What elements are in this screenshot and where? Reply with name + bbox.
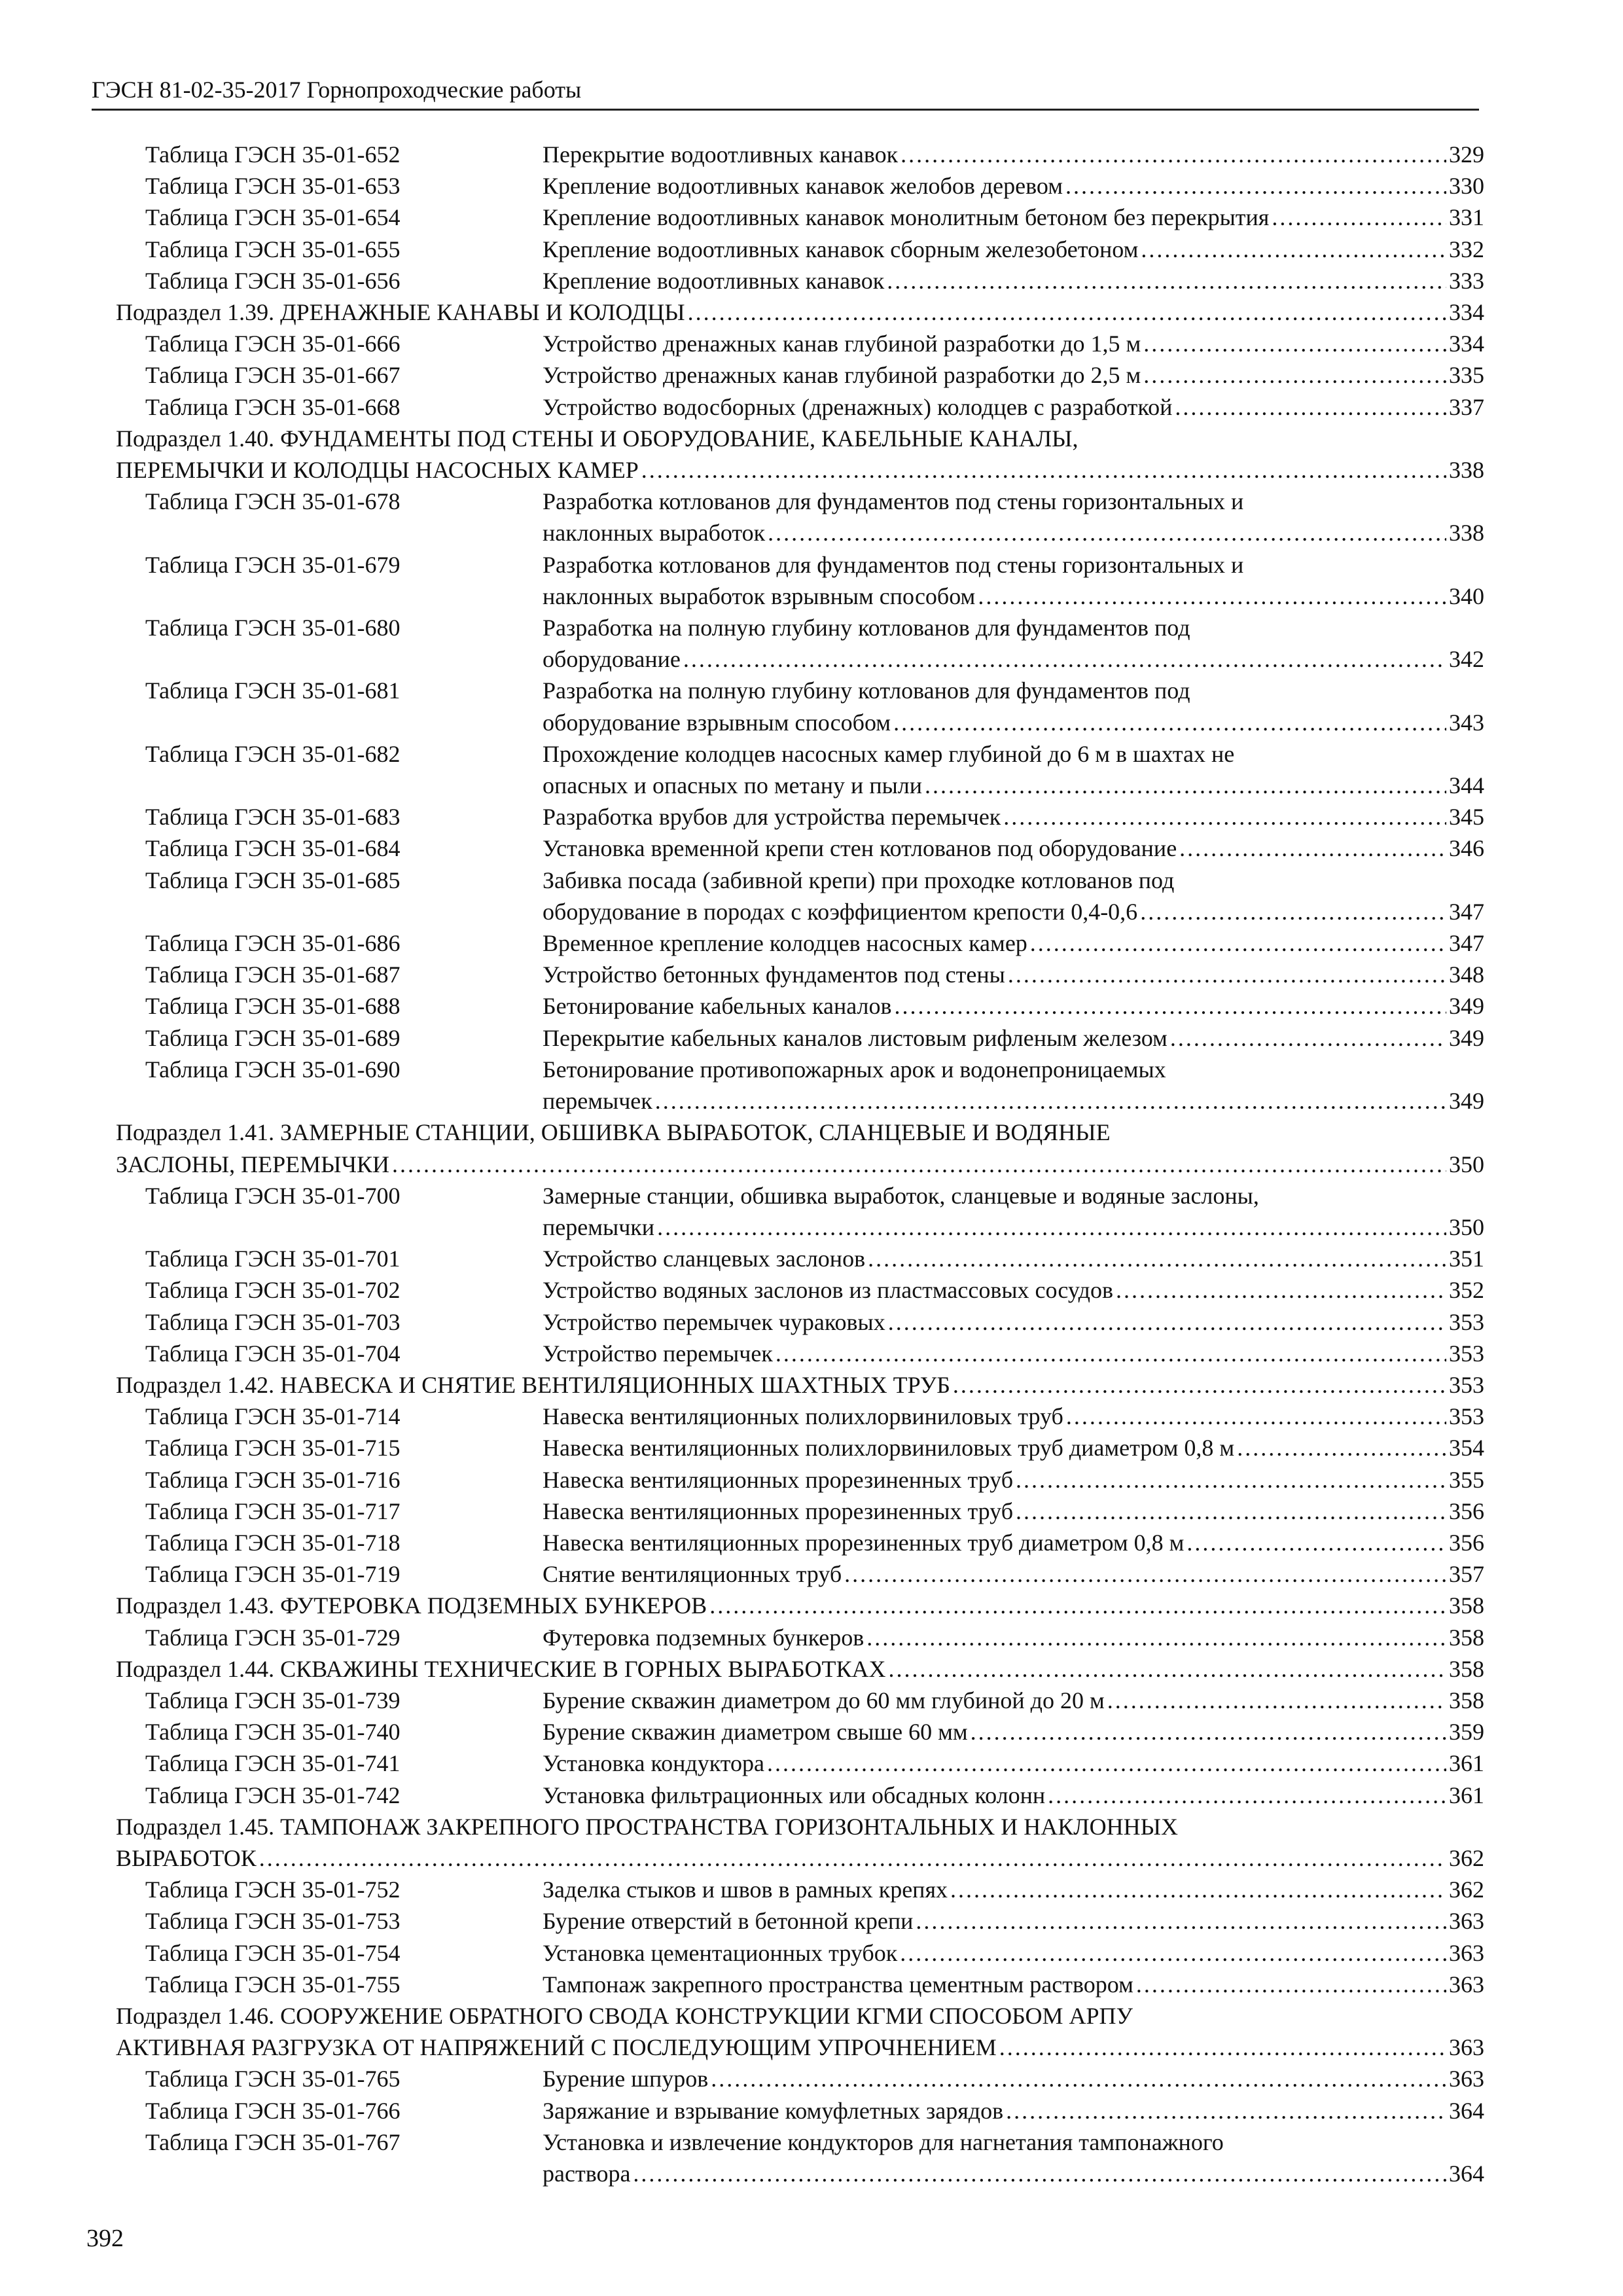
toc-entry-title-line: Навеска вентиляционных полихлорвиниловых труб: [543, 1403, 1063, 1430]
toc-page-number: 338: [1449, 520, 1484, 547]
toc-table-entry[interactable]: [145, 1874, 1484, 1905]
toc-page-number: 329: [1449, 141, 1484, 168]
toc-page-number: 347: [1449, 930, 1484, 957]
toc-entry-title-line: наклонных выработок взрывным способом: [543, 583, 976, 609]
toc-table-code: Таблица ГЭСН 35-01-700: [145, 1182, 401, 1209]
dot-leader: [392, 1149, 1446, 1180]
toc-page-number: 361: [1449, 1750, 1484, 1777]
toc-table-entry[interactable]: [145, 1432, 1484, 1463]
dot-leader: [1116, 1274, 1446, 1306]
dot-leader: [1272, 202, 1446, 233]
toc-page-number: 361: [1449, 1782, 1484, 1808]
toc-table-code: Таблица ГЭСН 35-01-754: [145, 1939, 401, 1966]
toc-page-number: 348: [1449, 961, 1484, 988]
toc-page-number: 333: [1449, 267, 1484, 294]
toc-table-entry[interactable]: [145, 1180, 1484, 1243]
toc-entry-title-line: Крепление водоотливных канавок монолитным бетоном без перекрытия: [543, 204, 1270, 231]
dot-leader: [709, 1590, 1446, 1621]
dot-leader: [900, 1937, 1446, 1969]
toc-table-entry[interactable]: [145, 359, 1484, 391]
toc-page-number: 362: [1449, 1844, 1484, 1871]
toc-table-code: Таблица ГЭСН 35-01-655: [145, 236, 401, 262]
toc-page-number: 358: [1449, 1624, 1484, 1651]
toc-entry-title-line: Устройство перемычек: [543, 1340, 773, 1367]
toc-entry-title-line: Подраздел 1.46. СООРУЖЕНИЕ ОБРАТНОГО СВОДА КОНСТРУКЦИИ КГМИ СПОСОБОМ АРПУ: [116, 2002, 1133, 2029]
toc-table-entry[interactable]: [145, 612, 1484, 675]
toc-table-entry[interactable]: [145, 170, 1484, 202]
toc-table-code: Таблица ГЭСН 35-01-684: [145, 835, 401, 862]
toc-table-entry[interactable]: [145, 833, 1484, 864]
dot-leader: [688, 296, 1446, 328]
toc-section-entry[interactable]: [116, 1653, 1484, 1685]
toc-entry-title-line: Перекрытие водоотливных канавок: [543, 141, 899, 168]
dot-leader: [1143, 359, 1446, 391]
toc-table-entry[interactable]: [145, 202, 1484, 233]
toc-entry-title-line: наклонных выработок: [543, 520, 766, 547]
toc-entry-title-line: Устройство дренажных канав глубиной разработки до 2,5 м: [543, 362, 1141, 389]
toc-page-number: 362: [1449, 1876, 1484, 1903]
toc-table-entry[interactable]: [145, 234, 1484, 265]
dot-leader: [868, 1243, 1446, 1274]
toc-entry-title-line: Навеска вентиляционных прорезиненных труб диаметром 0,8 м: [543, 1529, 1185, 1556]
toc-page-number: 364: [1449, 2097, 1484, 2124]
toc-section-entry[interactable]: [116, 1811, 1484, 1874]
toc-page-number: 363: [1449, 1939, 1484, 1966]
toc-section-entry[interactable]: [116, 296, 1484, 328]
toc-table-entry[interactable]: [145, 675, 1484, 738]
dot-leader: [768, 517, 1446, 548]
toc-table-entry[interactable]: [145, 1243, 1484, 1274]
toc-entry-title-line: Подраздел 1.40. ФУНДАМЕНТЫ ПОД СТЕНЫ И ОБОРУДОВАНИЕ, КАБЕЛЬНЫЕ КАНАЛЫ,: [116, 425, 1079, 452]
toc-page-number: 349: [1449, 1024, 1484, 1051]
toc-entry-title-line: Крепление водоотливных канавок: [543, 267, 885, 294]
toc-entry-title-line: Установка фильтрационных или обсадных колонн: [543, 1782, 1046, 1808]
dot-leader: [1186, 1527, 1446, 1558]
dot-leader: [950, 1874, 1446, 1905]
toc-entry-title-line: Бурение шпуров: [543, 2066, 709, 2092]
toc-section-entry[interactable]: [116, 1590, 1484, 1621]
toc-entry-title-line: ЗАСЛОНЫ, ПЕРЕМЫЧКИ: [116, 1151, 389, 1177]
toc-table-code: Таблица ГЭСН 35-01-718: [145, 1529, 401, 1556]
toc-table-code: Таблица ГЭСН 35-01-688: [145, 993, 401, 1020]
toc-entry-title-line: Подраздел 1.43. ФУТЕРОВКА ПОДЗЕМНЫХ БУНКЕРОВ: [116, 1592, 707, 1619]
toc-page-number: 349: [1449, 1088, 1484, 1115]
toc-table-entry[interactable]: [145, 738, 1484, 801]
dot-leader: [1107, 1685, 1446, 1716]
dot-leader: [1008, 959, 1446, 990]
dot-leader: [901, 139, 1446, 170]
toc-entry-title-line: Заряжание и взрывание комуфлетных зарядов: [543, 2097, 1004, 2124]
toc-page-number: 357: [1449, 1561, 1484, 1588]
toc-entry-title-line: Навеска вентиляционных прорезиненных труб: [543, 1498, 1014, 1524]
toc-entry-title-line: Бурение скважин диаметром до 60 мм глубиной до 20 м: [543, 1687, 1105, 1713]
toc-entry-title-line: Установка цементационных трубок: [543, 1939, 898, 1966]
toc-entry-title-line: Крепление водоотливных канавок желобов деревом: [543, 173, 1063, 200]
toc-table-code: Таблица ГЭСН 35-01-740: [145, 1719, 401, 1746]
dot-leader: [978, 581, 1446, 612]
toc-table-entry[interactable]: [145, 2095, 1484, 2126]
toc-page-number: 345: [1449, 804, 1484, 831]
toc-page-number: 363: [1449, 1971, 1484, 1998]
toc-table-code: Таблица ГЭСН 35-01-717: [145, 1498, 401, 1524]
dot-leader: [925, 770, 1446, 801]
toc-page-number: 330: [1449, 173, 1484, 200]
toc-entry-title-line: ВЫРАБОТОК: [116, 1844, 257, 1871]
dot-leader: [844, 1558, 1446, 1590]
toc-table-entry[interactable]: [145, 139, 1484, 170]
toc-page-number: 353: [1449, 1308, 1484, 1335]
toc-table-code: Таблица ГЭСН 35-01-653: [145, 173, 401, 200]
toc-section-entry[interactable]: [116, 423, 1484, 486]
toc-entry-title-line: оборудование: [543, 646, 681, 673]
toc-table-code: Таблица ГЭСН 35-01-766: [145, 2097, 401, 2124]
toc-entry-title-line: Установка кондуктора: [543, 1750, 764, 1777]
toc-page-number: 349: [1449, 993, 1484, 1020]
toc-table-code: Таблица ГЭСН 35-01-680: [145, 615, 401, 641]
toc-table-code: Таблица ГЭСН 35-01-767: [145, 2128, 401, 2155]
toc-page-number: 356: [1449, 1529, 1484, 1556]
dot-leader: [683, 643, 1446, 675]
toc-table-entry[interactable]: [145, 927, 1484, 959]
toc-entry-title-line: Установка и извлечение кондукторов для нагнетания тампонажного: [543, 2128, 1224, 2155]
toc-table-code: Таблица ГЭСН 35-01-765: [145, 2066, 401, 2092]
toc-entry-title-line: Бетонирование кабельных каналов: [543, 993, 892, 1020]
dot-leader: [1170, 1022, 1446, 1054]
toc-table-code: Таблица ГЭСН 35-01-666: [145, 331, 401, 357]
toc-section-entry[interactable]: [116, 1117, 1484, 1179]
toc-entry-title-line: оборудование в породах с коэффициентом крепости 0,4-0,6: [543, 898, 1138, 925]
toc-entry-title-line: Подраздел 1.41. ЗАМЕРНЫЕ СТАНЦИИ, ОБШИВКА ВЫРАБОТОК, СЛАНЦЕВЫЕ И ВОДЯНЫЕ: [116, 1119, 1111, 1146]
toc-table-entry[interactable]: [145, 1969, 1484, 2000]
toc-entry-title-line: Подраздел 1.44. СКВАЖИНЫ ТЕХНИЧЕСКИЕ В ГОРНЫХ ВЫРАБОТКАХ: [116, 1655, 886, 1682]
toc-table-entry[interactable]: [145, 2126, 1484, 2189]
dot-leader: [887, 265, 1446, 296]
toc-entry-title-line: ПЕРЕМЫЧКИ И КОЛОДЦЫ НАСОСНЫХ КАМЕР: [116, 457, 639, 484]
toc-table-entry[interactable]: [145, 990, 1484, 1022]
toc-table-code: Таблица ГЭСН 35-01-681: [145, 677, 401, 704]
toc-table-code: Таблица ГЭСН 35-01-683: [145, 804, 401, 831]
dot-leader: [888, 1306, 1446, 1338]
toc-page-number: 351: [1449, 1246, 1484, 1272]
toc-page-number: 356: [1449, 1498, 1484, 1524]
dot-leader: [259, 1842, 1446, 1874]
toc-table-entry[interactable]: [145, 1464, 1484, 1496]
toc-entry-title-line: Навеска вентиляционных полихлорвиниловых труб диаметром 0,8 м: [543, 1435, 1235, 1462]
dot-leader: [894, 990, 1446, 1022]
toc-page-number: 344: [1449, 772, 1484, 799]
toc-page-number: 353: [1449, 1340, 1484, 1367]
toc-page-number: 359: [1449, 1719, 1484, 1746]
dot-leader: [1143, 328, 1446, 359]
dot-leader: [1003, 801, 1446, 833]
page-number: 392: [86, 2225, 124, 2252]
toc-entry-title-line: Прохождение колодцев насосных камер глубиной до 6 м в шахтах не: [543, 740, 1235, 767]
toc-entry-title-line: Разработка врубов для устройства перемычек: [543, 804, 1001, 831]
toc-entry-title-line: Подраздел 1.45. ТАМПОНАЖ ЗАКРЕПНОГО ПРОСТРАНСТВА ГОРИЗОНТАЛЬНЫХ И НАКЛОННЫХ: [116, 1813, 1179, 1840]
dot-leader: [1141, 234, 1446, 265]
toc-entry-title-line: Подраздел 1.42. НАВЕСКА И СНЯТИЕ ВЕНТИЛЯЦИОННЫХ ШАХТНЫХ ТРУБ: [116, 1371, 950, 1398]
toc-table-code: Таблица ГЭСН 35-01-668: [145, 393, 401, 420]
toc-table-entry[interactable]: [145, 1054, 1484, 1117]
toc-page-number: 332: [1449, 236, 1484, 262]
toc-table-entry[interactable]: [145, 265, 1484, 296]
toc-table-entry[interactable]: [145, 1780, 1484, 1811]
toc-entry-title-line: Разработка котлованов для фундаментов под стены горизонтальных и: [543, 488, 1244, 515]
toc-table-entry[interactable]: [145, 486, 1484, 548]
toc-entry-title-line: Замерные станции, обшивка выработок, сланцевые и водяные заслоны,: [543, 1182, 1259, 1209]
toc-table-entry[interactable]: [145, 391, 1484, 423]
dot-leader: [893, 707, 1446, 738]
toc-table-entry[interactable]: [145, 549, 1484, 612]
dot-leader: [1065, 170, 1446, 202]
toc-table-entry[interactable]: [145, 1558, 1484, 1590]
toc-table-entry[interactable]: [145, 959, 1484, 990]
toc-page-number: 364: [1449, 2161, 1484, 2187]
toc-entry-title-line: раствора: [543, 2161, 631, 2187]
toc-table-entry[interactable]: [145, 328, 1484, 359]
toc-entry-title-line: Устройство водосборных (дренажных) колодцев с разработкой: [543, 393, 1173, 420]
toc-table-code: Таблица ГЭСН 35-01-652: [145, 141, 401, 168]
table-of-contents: [116, 139, 1484, 2189]
dot-leader: [1006, 2095, 1446, 2126]
toc-table-code: Таблица ГЭСН 35-01-716: [145, 1466, 401, 1493]
toc-page-number: 350: [1449, 1151, 1484, 1177]
dot-leader: [1140, 896, 1446, 927]
toc-entry-title-line: Забивка посада (забивной крепи) при проходке котлованов под: [543, 867, 1175, 893]
toc-entry-title-line: Навеска вентиляционных прорезиненных труб: [543, 1466, 1014, 1493]
toc-table-entry[interactable]: [145, 801, 1484, 833]
dot-leader: [1066, 1401, 1446, 1432]
toc-entry-title-line: опасных и опасных по метану и пыли: [543, 772, 923, 799]
toc-table-entry[interactable]: [145, 1338, 1484, 1369]
toc-table-entry[interactable]: [145, 865, 1484, 927]
toc-page-number: 346: [1449, 835, 1484, 862]
toc-table-code: Таблица ГЭСН 35-01-719: [145, 1561, 401, 1588]
toc-entry-title-line: АКТИВНАЯ РАЗГРУЗКА ОТ НАПРЯЖЕНИЙ С ПОСЛЕДУЮЩИМ УПРОЧНЕНИЕМ: [116, 2034, 997, 2061]
toc-table-code: Таблица ГЭСН 35-01-686: [145, 930, 401, 957]
toc-entry-title-line: Подраздел 1.39. ДРЕНАЖНЫЕ КАНАВЫ И КОЛОДЦЫ: [116, 299, 685, 326]
toc-page-number: 350: [1449, 1213, 1484, 1240]
toc-table-entry[interactable]: [145, 1401, 1484, 1432]
toc-entry-title-line: Временное крепление колодцев насосных камер: [543, 930, 1027, 957]
toc-table-entry[interactable]: [145, 1496, 1484, 1527]
toc-table-code: Таблица ГЭСН 35-01-654: [145, 204, 401, 231]
toc-entry-title-line: перемычек: [543, 1088, 652, 1115]
toc-page-number: 343: [1449, 709, 1484, 736]
toc-table-entry[interactable]: [145, 1022, 1484, 1054]
toc-entry-title-line: оборудование взрывным способом: [543, 709, 891, 736]
toc-page-number: 334: [1449, 299, 1484, 326]
running-header: ГЭСН 81-02-35-2017 Горнопроходческие работы: [92, 73, 1479, 111]
toc-table-code: Таблица ГЭСН 35-01-702: [145, 1277, 401, 1304]
toc-page-number: 352: [1449, 1277, 1484, 1304]
toc-page-number: 347: [1449, 898, 1484, 925]
dot-leader: [633, 2158, 1446, 2189]
toc-table-code: Таблица ГЭСН 35-01-656: [145, 267, 401, 294]
toc-page-number: 331: [1449, 204, 1484, 231]
dot-leader: [655, 1085, 1446, 1117]
toc-entry-title-line: Перекрытие кабельных каналов листовым рифленым железом: [543, 1024, 1168, 1051]
toc-page-number: 334: [1449, 331, 1484, 357]
toc-table-entry[interactable]: [145, 1622, 1484, 1653]
toc-page-number: 338: [1449, 457, 1484, 484]
dot-leader: [999, 2032, 1446, 2063]
toc-entry-title-line: Установка временной крепи стен котлованов под оборудование: [543, 835, 1177, 862]
toc-table-code: Таблица ГЭСН 35-01-679: [145, 551, 401, 578]
toc-table-code: Таблица ГЭСН 35-01-701: [145, 1246, 401, 1272]
toc-table-code: Таблица ГЭСН 35-01-729: [145, 1624, 401, 1651]
toc-table-entry[interactable]: [145, 1716, 1484, 1748]
toc-page-number: 353: [1449, 1403, 1484, 1430]
toc-table-code: Таблица ГЭСН 35-01-687: [145, 961, 401, 988]
toc-page-number: 337: [1449, 393, 1484, 420]
toc-table-code: Таблица ГЭСН 35-01-685: [145, 867, 401, 893]
dot-leader: [711, 2063, 1446, 2094]
dot-leader: [1016, 1496, 1446, 1527]
toc-table-code: Таблица ГЭСН 35-01-690: [145, 1056, 401, 1083]
dot-leader: [641, 454, 1446, 486]
toc-table-entry[interactable]: [145, 1937, 1484, 1969]
toc-page-number: 353: [1449, 1371, 1484, 1398]
dot-leader: [953, 1369, 1446, 1401]
toc-page-number: 335: [1449, 362, 1484, 389]
dot-leader: [776, 1338, 1446, 1369]
toc-entry-title-line: Крепление водоотливных канавок сборным железобетоном: [543, 236, 1139, 262]
toc-table-code: Таблица ГЭСН 35-01-715: [145, 1435, 401, 1462]
toc-table-entry[interactable]: [145, 1685, 1484, 1716]
toc-entry-title-line: Разработка на полную глубину котлованов для фундаментов под: [543, 677, 1190, 704]
toc-entry-title-line: Устройство бетонных фундаментов под стены: [543, 961, 1005, 988]
toc-entry-title-line: Разработка на полную глубину котлованов для фундаментов под: [543, 615, 1190, 641]
toc-entry-title-line: Устройство водяных заслонов из пластмассовых сосудов: [543, 1277, 1113, 1304]
toc-entry-title-line: Устройство перемычек чураковых: [543, 1308, 885, 1335]
toc-page-number: 363: [1449, 2066, 1484, 2092]
toc-page-number: 363: [1449, 1908, 1484, 1935]
toc-page-number: 355: [1449, 1466, 1484, 1493]
dot-leader: [767, 1748, 1446, 1779]
dot-leader: [866, 1622, 1446, 1653]
dot-leader: [657, 1211, 1446, 1243]
toc-table-code: Таблица ГЭСН 35-01-753: [145, 1908, 401, 1935]
toc-entry-title-line: Разработка котлованов для фундаментов под стены горизонтальных и: [543, 551, 1244, 578]
toc-table-code: Таблица ГЭСН 35-01-689: [145, 1024, 401, 1051]
toc-section-entry[interactable]: [116, 2000, 1484, 2063]
toc-table-code: Таблица ГЭСН 35-01-678: [145, 488, 401, 515]
toc-table-code: Таблица ГЭСН 35-01-703: [145, 1308, 401, 1335]
toc-table-code: Таблица ГЭСН 35-01-755: [145, 1971, 401, 1998]
dot-leader: [1136, 1969, 1446, 2000]
toc-table-code: Таблица ГЭСН 35-01-704: [145, 1340, 401, 1367]
toc-entry-title-line: Бурение скважин диаметром свыше 60 мм: [543, 1719, 968, 1746]
dot-leader: [1237, 1432, 1446, 1463]
toc-page-number: 354: [1449, 1435, 1484, 1462]
dot-leader: [1016, 1464, 1446, 1496]
dot-leader: [1179, 833, 1446, 864]
toc-entry-title-line: Бурение отверстий в бетонной крепи: [543, 1908, 914, 1935]
dot-leader: [1175, 391, 1446, 423]
toc-page-number: 342: [1449, 646, 1484, 673]
dot-leader: [888, 1653, 1446, 1685]
toc-table-entry[interactable]: [145, 1306, 1484, 1338]
toc-table-code: Таблица ГЭСН 35-01-741: [145, 1750, 401, 1777]
toc-page-number: 358: [1449, 1687, 1484, 1713]
toc-page-number: 363: [1449, 2034, 1484, 2061]
toc-section-entry[interactable]: [116, 1369, 1484, 1401]
toc-table-entry[interactable]: [145, 2063, 1484, 2094]
toc-table-entry[interactable]: [145, 1748, 1484, 1779]
dot-leader: [1048, 1780, 1446, 1811]
toc-page-number: 340: [1449, 583, 1484, 609]
toc-page-number: 358: [1449, 1592, 1484, 1619]
toc-entry-title-line: Бетонирование противопожарных арок и водонепроницаемых: [543, 1056, 1166, 1083]
toc-entry-title-line: Устройство дренажных канав глубиной разработки до 1,5 м: [543, 331, 1141, 357]
toc-entry-title-line: Тампонаж закрепного пространства цементным раствором: [543, 1971, 1133, 1998]
toc-table-code: Таблица ГЭСН 35-01-682: [145, 740, 401, 767]
toc-table-code: Таблица ГЭСН 35-01-667: [145, 362, 401, 389]
toc-entry-title-line: Устройство сланцевых заслонов: [543, 1246, 866, 1272]
dot-leader: [916, 1905, 1446, 1937]
toc-entry-title-line: Снятие вентиляционных труб: [543, 1561, 842, 1588]
toc-entry-title-line: Заделка стыков и швов в рамных крепях: [543, 1876, 948, 1903]
toc-table-code: Таблица ГЭСН 35-01-742: [145, 1782, 401, 1808]
toc-table-code: Таблица ГЭСН 35-01-714: [145, 1403, 401, 1430]
toc-page-number: 358: [1449, 1655, 1484, 1682]
dot-leader: [971, 1716, 1446, 1748]
toc-table-entry[interactable]: [145, 1905, 1484, 1937]
dot-leader: [1030, 927, 1446, 959]
toc-table-code: Таблица ГЭСН 35-01-739: [145, 1687, 401, 1713]
toc-table-code: Таблица ГЭСН 35-01-752: [145, 1876, 401, 1903]
toc-table-entry[interactable]: [145, 1527, 1484, 1558]
toc-table-entry[interactable]: [145, 1274, 1484, 1306]
toc-entry-title-line: Футеровка подземных бункеров: [543, 1624, 865, 1651]
toc-entry-title-line: перемычки: [543, 1213, 655, 1240]
